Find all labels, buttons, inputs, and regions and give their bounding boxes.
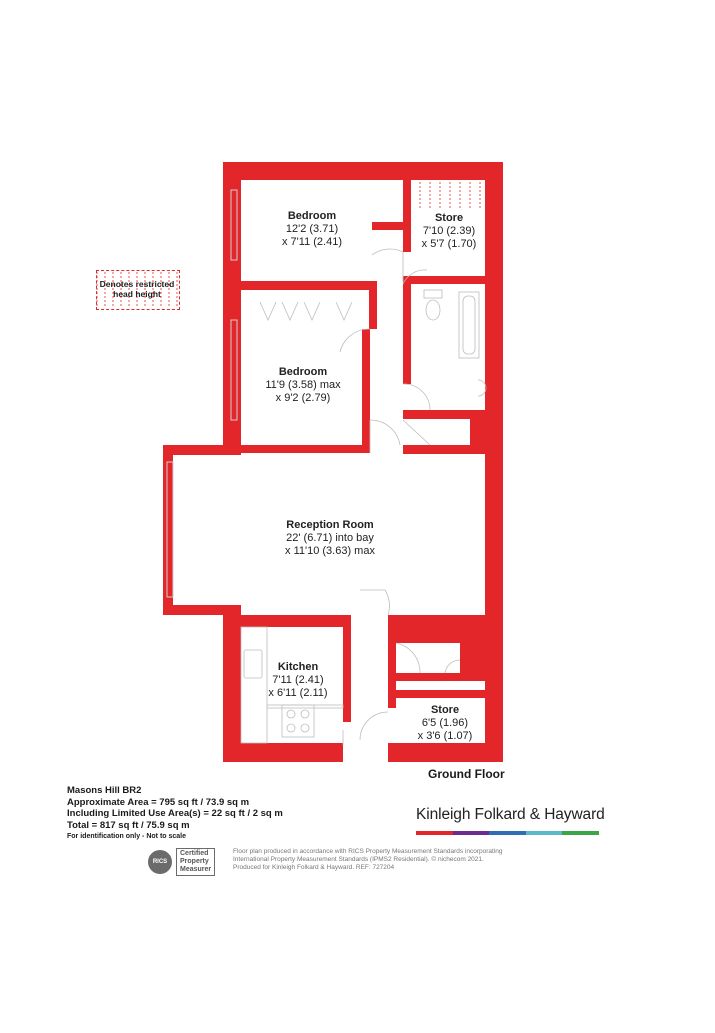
brand-bar-blue — [489, 831, 526, 835]
legend-line-1: Denotes restricted — [99, 279, 175, 289]
room-name: Bedroom — [287, 210, 337, 222]
disclaimer-line-1: Floor plan produced in accordance with RICS Property Measurement Standards incorporating — [233, 848, 503, 855]
room-dim-2: x 9'2 (2.79) — [275, 392, 331, 404]
room-reception — [255, 519, 405, 558]
room-name: Store — [430, 704, 460, 716]
room-name: Bedroom — [278, 366, 328, 378]
disclaimer — [233, 848, 533, 872]
legend-line-2: head height — [113, 289, 161, 299]
disclaimer-line-3: Produced for Kinleigh Folkard & Hayward. REF: 727204 — [233, 864, 395, 871]
room-bedroom-1 — [252, 210, 372, 249]
address: Masons Hill BR2 — [67, 785, 142, 796]
area-info — [67, 785, 283, 843]
rics-line-3: Measurer — [180, 866, 212, 873]
rics-line-2: Property — [180, 858, 209, 865]
room-dim-1: 6'5 (1.96) — [421, 717, 469, 729]
brand-bar-red — [416, 831, 453, 835]
room-name: Kitchen — [277, 661, 319, 673]
approx-area: Approximate Area = 795 sq ft / 73.9 sq m — [67, 796, 250, 808]
rics-line-1: Certified — [180, 850, 209, 857]
room-dim-2: x 7'11 (2.41) — [282, 236, 342, 248]
room-dim-2: x 6'11 (2.11) — [268, 687, 328, 699]
room-dim-1: 7'10 (2.39) — [422, 225, 476, 237]
disclaimer-line-2: International Property Measurement Standards (IPMS2 Residential). © nichecom 2021. — [233, 856, 484, 863]
rics-logo-icon: RICS — [148, 850, 172, 874]
total-area: Total = 817 sq ft / 75.9 sq m — [67, 819, 190, 831]
brand-bar-teal — [526, 831, 563, 835]
brand-logo: Kinleigh Folkard & Hayward — [416, 806, 605, 823]
room-store-1 — [411, 212, 487, 251]
room-dim-1: 11'9 (3.58) max — [265, 379, 341, 391]
rics-badge — [148, 848, 215, 876]
room-bedroom-2 — [240, 366, 366, 405]
rics-certified-box — [176, 848, 215, 876]
room-dim-2: x 3'6 (1.07) — [417, 730, 473, 742]
brand-color-bar — [416, 831, 599, 835]
room-name: Store — [434, 212, 464, 224]
legend-text — [96, 279, 178, 299]
room-dim-1: 22' (6.71) into bay — [286, 532, 374, 544]
room-dim-1: 7'11 (2.41) — [272, 674, 324, 686]
brand-bar-purple — [453, 831, 490, 835]
room-dim-2: x 11'10 (3.63) max — [285, 545, 375, 557]
room-store-2 — [405, 704, 485, 743]
limited-use-area: Including Limited Use Area(s) = 22 sq ft / 2 sq m — [67, 808, 283, 819]
room-name: Reception Room — [286, 519, 374, 531]
room-dim-1: 12'2 (3.71) — [285, 223, 339, 235]
room-dim-2: x 5'7 (1.70) — [421, 238, 477, 250]
floor-label: Ground Floor — [428, 767, 505, 781]
room-kitchen — [258, 661, 338, 700]
scale-note: For identification only - Not to scale — [67, 833, 187, 840]
brand-bar-green — [562, 831, 599, 835]
